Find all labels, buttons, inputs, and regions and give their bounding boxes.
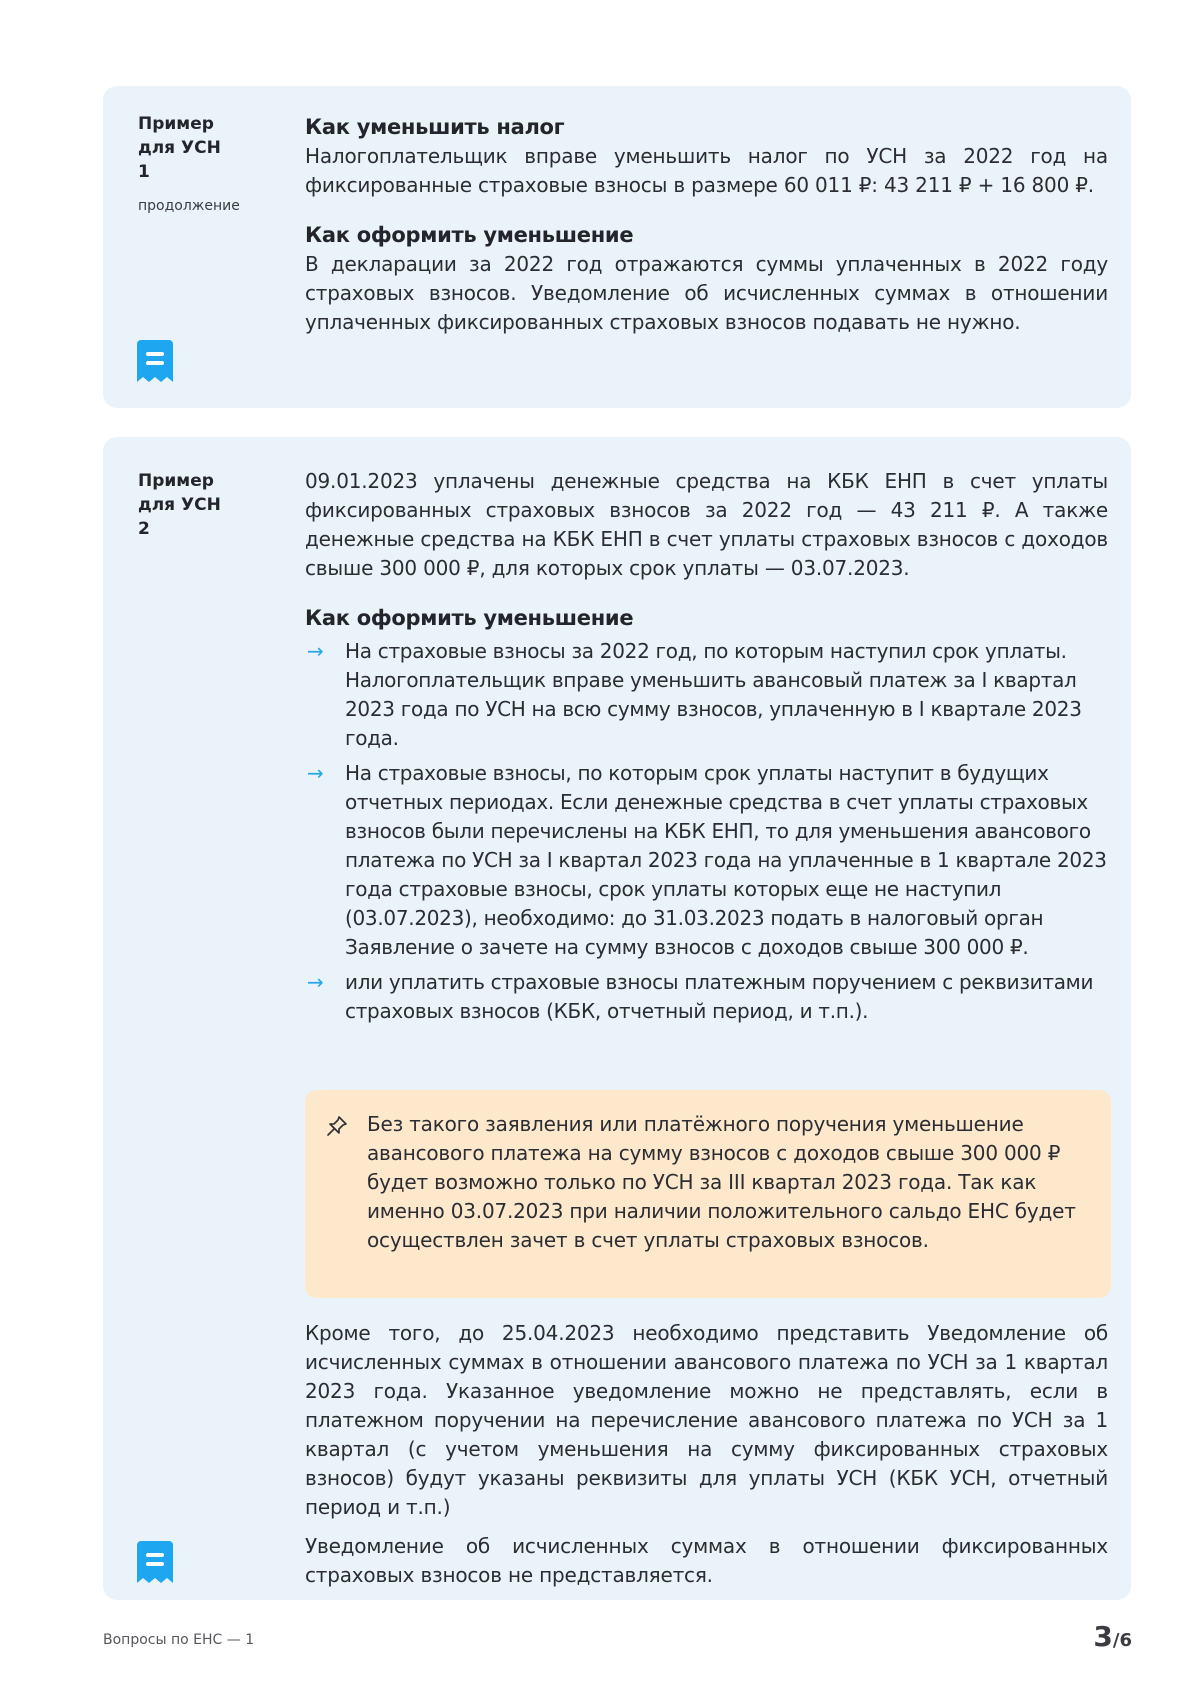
page-total: /6 <box>1112 1630 1132 1651</box>
example-card-1 <box>103 86 1131 408</box>
paragraph: В декларации за 2022 год отражаются суммы уплаченных в 2022 году страховых взносов. Уведомление об исчисленных суммах в отношении уплаченных фиксированных страховых взносов подавать не нужно. <box>305 252 1108 334</box>
heading-how-to-file: Как оформить уменьшение <box>305 606 634 630</box>
receipt-icon <box>137 1541 173 1583</box>
list-item-text: На страховые взносы, по которым срок уплаты наступит в будущих отчетных периодах. Если денежные средства в счет уплаты страховых взносов были перечислены на КБК ЕНП, то для уменьшения авансового платежа по УСН за I квартал 2023 года на уплаченные в 1 квартале 2023 года страховые взносы, срок уплаты которых еще не наступил (03.07.2023), необходимо: до 31.03.2023 подать в налоговый орган Заявление о зачете на сумму взносов с доходов свыше 300 000 ₽. <box>345 761 1107 959</box>
label-line: 1 <box>138 162 150 182</box>
label-line: Пример <box>138 471 214 491</box>
page-number <box>1093 1620 1132 1653</box>
list-item <box>305 637 1108 753</box>
example-label <box>138 112 258 184</box>
label-line: Пример <box>138 114 214 134</box>
page-current: 3 <box>1093 1620 1113 1653</box>
pin-icon <box>325 1114 349 1138</box>
intro-paragraph: 09.01.2023 уплачены денежные средства на КБК ЕНП в счет уплаты фиксированных страховых взносов за 2022 год — 43 211 ₽. А также денежные средства на КБК ЕНП в счет уплаты страховых взносов с доходов свыше 300 000 ₽, для которых срок уплаты — 03.07.2023. <box>305 469 1108 580</box>
heading-how-to-file: Как оформить уменьшение <box>305 223 634 247</box>
continuation-label: продолжение <box>138 198 240 214</box>
list-item-text: На страховые взносы за 2022 год, по которым наступил срок уплаты. Налогоплательщик вправе уменьшить авансовый платеж за I квартал 2023 года по УСН на всю сумму взносов, уплаченную в I квартале 2023 года. <box>345 639 1082 750</box>
paragraph: Налогоплательщик вправе уменьшить налог по УСН за 2022 год на фиксированные страховые взносы в размере 60 011 ₽: 43 211 ₽ + 16 800 ₽. <box>305 144 1108 197</box>
note-text: Без такого заявления или платёжного поручения уменьшение авансового платежа на сумму взносов с доходов свыше 300 000 ₽ будет возможно только по УСН за III квартал 2023 года. Так как именно 03.07.2023 при наличии положительного сальдо ЕНС будет осуществлен зачет в счет уплаты страховых взносов. <box>367 1112 1076 1252</box>
paragraph: Уведомление об исчисленных суммах в отношении фиксированных страховых взносов не представляется. <box>305 1534 1108 1587</box>
label-line: 2 <box>138 519 150 539</box>
example-card-2 <box>103 437 1131 1600</box>
card2-after-note <box>305 1319 1108 1590</box>
card2-content <box>305 467 1108 1032</box>
paragraph: Кроме того, до 25.04.2023 необходимо представить Уведомление об исчисленных суммах в отношении авансового платежа по УСН за 1 квартал 2023 года. Указанное уведомление можно не представлять, если в платежном поручении на перечисление авансового платежа по УСН за 1 квартал (с учетом уменьшения на сумму фиксированных страховых взносов) будут указаны реквизиты для уплаты УСН (КБК УСН, отчетный период и т.п.) <box>305 1321 1108 1519</box>
arrow-right-icon: → <box>307 639 324 663</box>
bullet-list <box>305 637 1108 1026</box>
note-box <box>305 1090 1111 1298</box>
label-line: для УСН <box>138 495 221 515</box>
arrow-right-icon: → <box>307 761 324 785</box>
receipt-icon <box>137 340 173 382</box>
heading-how-to-reduce: Как уменьшить налог <box>305 115 565 139</box>
document-title: Вопросы по ЕНС — 1 <box>103 1632 255 1648</box>
arrow-right-icon: → <box>307 970 324 994</box>
example-label <box>138 469 258 541</box>
label-line: для УСН <box>138 138 221 158</box>
list-item-text: или уплатить страховые взносы платежным поручением с реквизитами страховых взносов (КБК, отчетный период, и т.п.). <box>345 970 1094 1023</box>
card1-content <box>305 112 1108 337</box>
list-item <box>305 968 1108 1026</box>
list-item <box>305 759 1108 962</box>
